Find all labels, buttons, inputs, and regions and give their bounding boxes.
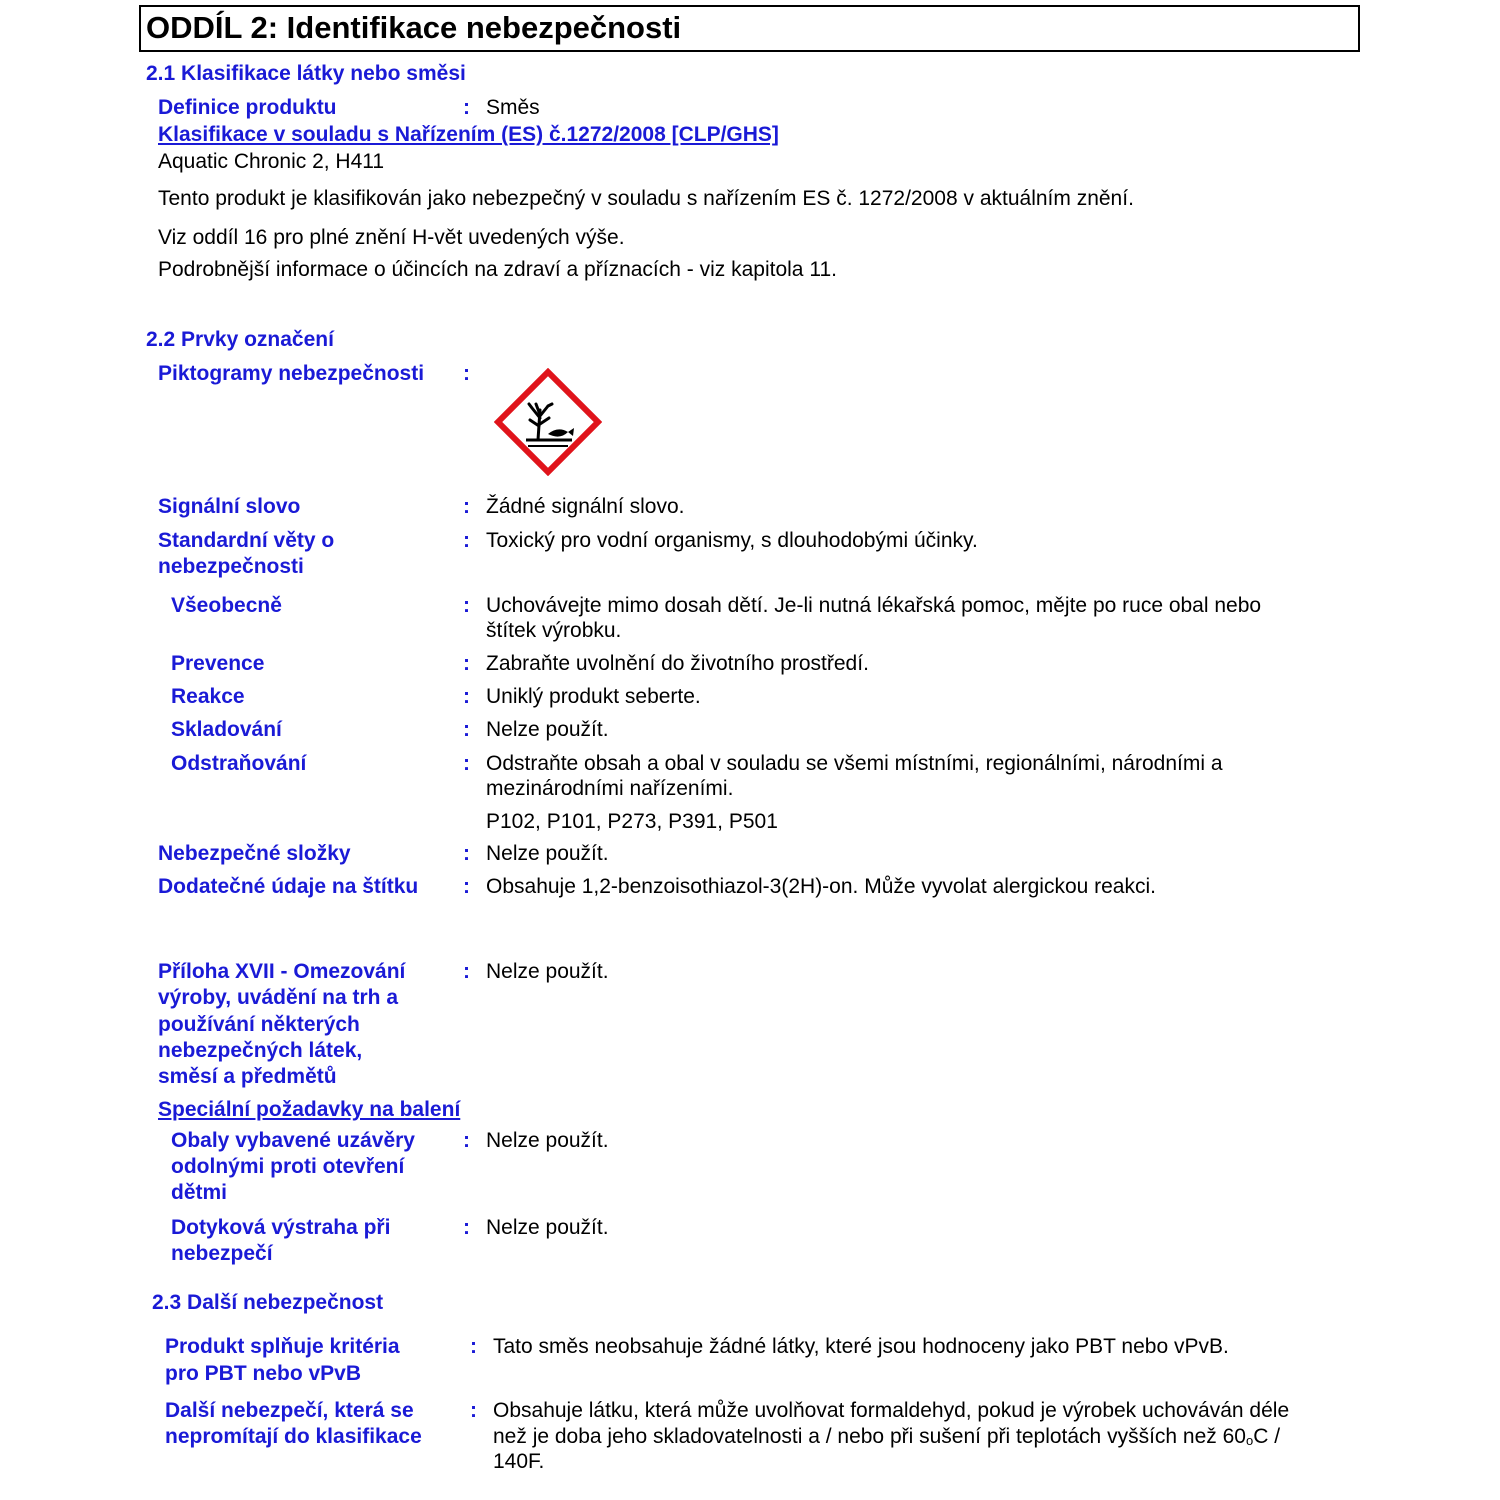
other-hazards-text: než je doba jeho skladovatelnosti a / nebo při sušení při teplotách vyšších než 60 <box>493 1425 1246 1448</box>
hazard-statements-value: Toxický pro vodní organismy, s dlouhodobými účinky. <box>486 529 978 552</box>
pbt-vpvb-value: Tato směs neobsahuje žádné látky, které jsou hodnoceny jako PBT nebo vPvB. <box>493 1335 1229 1358</box>
hazard-statements-label: Standardní věty o <box>158 529 335 552</box>
p-codes: P102, P101, P273, P391, P501 <box>486 810 778 833</box>
product-definition-label: Definice produktu <box>158 96 337 119</box>
annex-xvii-label-cont: výroby, uvádění na trh a <box>158 986 399 1009</box>
health-effects-reference: Podrobnější informace o účincích na zdraví a příznacích - viz kapitola 11. <box>158 258 837 281</box>
annex-xvii-label: Příloha XVII - Omezování <box>158 960 406 983</box>
special-packaging-link[interactable]: Speciální požadavky na balení <box>158 1098 461 1121</box>
heading-2-2: 2.2 Prvky označení <box>146 328 334 351</box>
disposal-label: Odstraňování <box>171 752 307 775</box>
signal-word-label: Signální slovo <box>158 495 301 518</box>
colon: : <box>463 875 470 898</box>
child-resistant-value: Nelze použít. <box>486 1129 609 1152</box>
colon: : <box>463 752 470 775</box>
colon: : <box>463 362 470 385</box>
colon: : <box>463 842 470 865</box>
colon: : <box>463 495 470 518</box>
colon: : <box>463 529 470 552</box>
product-definition-value: Směs <box>486 96 540 119</box>
hazardous-ingredients-label: Nebezpečné složky <box>158 842 351 865</box>
tactile-warning-label-cont: nebezpečí <box>171 1242 273 1265</box>
classification-value: Aquatic Chronic 2, H411 <box>158 150 385 173</box>
general-value-cont: štítek výrobku. <box>486 619 622 642</box>
clp-classification-link[interactable]: Klasifikace v souladu s Nařízením (ES) č.1272/2008 [CLP/GHS] <box>158 123 779 146</box>
degree-subscript: o <box>1245 1433 1254 1448</box>
colon: : <box>470 1399 477 1422</box>
colon: : <box>463 652 470 675</box>
pbt-vpvb-label: Produkt splňuje kritéria <box>165 1335 400 1358</box>
colon: : <box>470 1335 477 1358</box>
response-value: Uniklý produkt seberte. <box>486 685 701 708</box>
supplemental-label-elements-value: Obsahuje 1,2-benzoisothiazol-3(2H)-on. Může vyvolat alergickou reakci. <box>486 875 1156 898</box>
annex-xvii-value: Nelze použít. <box>486 960 609 983</box>
signal-word-value: Žádné signální slovo. <box>486 495 685 518</box>
response-label: Reakce <box>171 685 245 708</box>
colon: : <box>463 685 470 708</box>
annex-xvii-label-cont: používání některých <box>158 1013 360 1036</box>
other-hazards-value: Obsahuje látku, která může uvolňovat formaldehyd, pokud je výrobek uchováván déle <box>493 1399 1290 1422</box>
general-label: Všeobecně <box>171 594 282 617</box>
classification-statement: Tento produkt je klasifikován jako nebezpečný v souladu s nařízením ES č. 1272/2008 v aktuálním znění. <box>158 187 1134 210</box>
other-hazards-value-cont: 140F. <box>493 1450 545 1473</box>
pbt-vpvb-label-cont: pro PBT nebo vPvB <box>165 1362 362 1385</box>
environment-hazard-icon <box>494 368 602 476</box>
hazard-statements-label-cont: nebezpečnosti <box>158 555 304 578</box>
other-hazards-unit: C / <box>1253 1425 1281 1448</box>
section-16-reference: Viz oddíl 16 pro plné znění H-vět uvedených výše. <box>158 226 625 249</box>
colon: : <box>463 718 470 741</box>
other-hazards-label-cont: nepromítají do klasifikace <box>165 1425 422 1448</box>
annex-xvii-label-cont: nebezpečných látek, <box>158 1039 363 1062</box>
colon: : <box>463 594 470 617</box>
child-resistant-label-cont: dětmi <box>171 1181 228 1204</box>
hazardous-ingredients-value: Nelze použít. <box>486 842 609 865</box>
disposal-value: Odstraňte obsah a obal v souladu se všemi místními, regionálními, národními a <box>486 752 1223 775</box>
storage-value: Nelze použít. <box>486 718 609 741</box>
general-value: Uchovávejte mimo dosah dětí. Je-li nutná lékařská pomoc, mějte po ruce obal nebo <box>486 594 1262 617</box>
storage-label: Skladování <box>171 718 282 741</box>
colon: : <box>463 960 470 983</box>
heading-2-3: 2.3 Další nebezpečnost <box>152 1291 384 1314</box>
child-resistant-label: Obaly vybavené uzávěry <box>171 1129 415 1152</box>
colon: : <box>463 1129 470 1152</box>
tactile-warning-value: Nelze použít. <box>486 1216 609 1239</box>
other-hazards-value-cont <box>493 1424 1280 1454</box>
pictograms-label: Piktogramy nebezpečnosti <box>158 362 425 385</box>
annex-xvii-label-cont: směsí a předmětů <box>158 1065 337 1088</box>
child-resistant-label-cont: odolnými proti otevření <box>171 1155 405 1178</box>
prevention-label: Prevence <box>171 652 265 675</box>
tactile-warning-label: Dotyková výstraha při <box>171 1216 391 1239</box>
colon: : <box>463 96 470 119</box>
disposal-value-cont: mezinárodními nařízeními. <box>486 777 734 800</box>
prevention-value: Zabraňte uvolnění do životního prostředí. <box>486 652 869 675</box>
heading-2-1: 2.1 Klasifikace látky nebo směsi <box>146 62 466 85</box>
supplemental-label-elements-label: Dodatečné údaje na štítku <box>158 875 419 898</box>
section-title: ODDÍL 2: Identifikace nebezpečnosti <box>146 10 682 45</box>
other-hazards-label: Další nebezpečí, která se <box>165 1399 414 1422</box>
colon: : <box>463 1216 470 1239</box>
